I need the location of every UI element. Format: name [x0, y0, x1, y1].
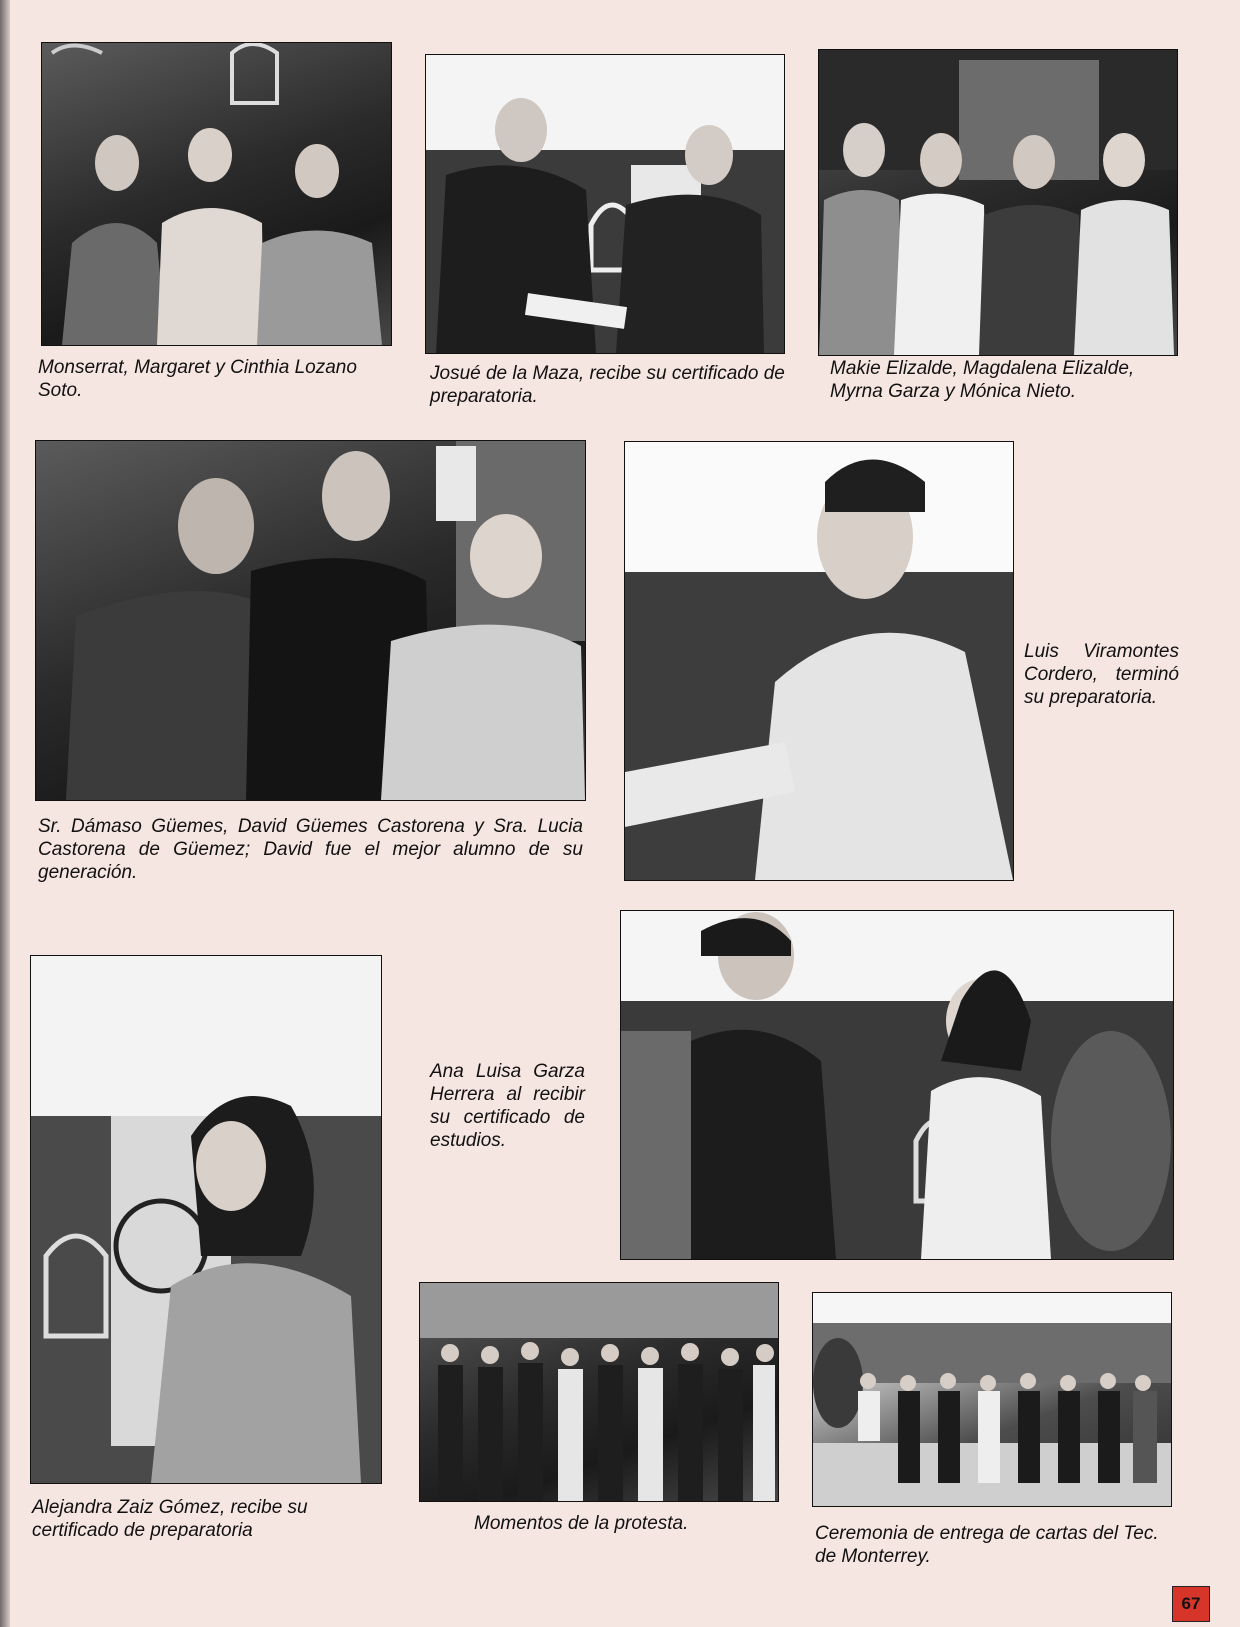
caption-elizalde: Makie Elizalde, Magdalena Elizalde, Myrna Garza y Mónica Nieto. — [830, 358, 1135, 402]
caption-ceremonia: Ceremonia de entrega de cartas del Tec. de Monterrey. — [815, 1523, 1159, 1567]
photo-elizalde-group — [818, 49, 1178, 356]
caption-zaiz: Alejandra Zaiz Gómez, recibe su certificado de preparatoria — [32, 1497, 308, 1541]
caption-maza: Josué de la Maza, recibe su certificado de preparatoria. — [430, 363, 785, 407]
caption-garza: Ana Luisa Garza Herrera al recibir su certificado de estudios. — [430, 1061, 585, 1151]
photo-alejandra-zaiz — [30, 955, 382, 1484]
caption-viramontes: Luis Viramontes Cordero, terminó su preparatoria. — [1024, 641, 1179, 708]
photo-ana-luisa-garza — [620, 910, 1174, 1260]
photo-josue-de-la-maza — [425, 54, 785, 354]
photo-ceremonia-cartas — [812, 1292, 1172, 1507]
photo-guemes-family — [35, 440, 586, 801]
caption-protesta: Momentos de la protesta. — [474, 1513, 689, 1534]
photo-momentos-protesta — [419, 1282, 779, 1502]
caption-guemes: Sr. Dámaso Güemes, David Güemes Castorena y Sra. Lucia Castorena de Güemez; David fue el mejor alumno de su generación. — [38, 816, 583, 883]
page-number: 67 — [1172, 1586, 1210, 1622]
photo-luis-viramontes — [624, 441, 1014, 881]
photo-lozano-sisters — [41, 42, 392, 346]
page-binding-edge — [0, 0, 10, 1627]
caption-lozano: Monserrat, Margaret y Cinthia Lozano Soto. — [38, 357, 357, 401]
